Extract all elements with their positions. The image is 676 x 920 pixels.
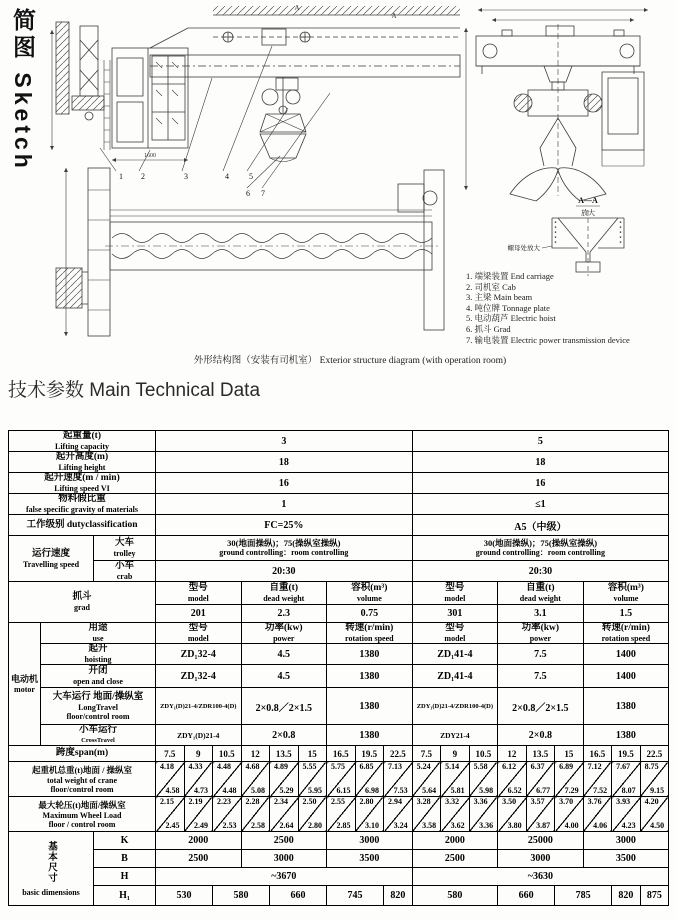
label-max-wheel-load: 最大轮压(t)地面/操纵室 Maximum Wheel Load floor / control room: [9, 797, 156, 832]
span-cell: 22.5: [640, 746, 669, 762]
legend-item: 7. 输电装置 Electric power transmission device: [466, 334, 630, 345]
span-cell: 13.5: [270, 746, 299, 762]
weight-cell: 5.58 5.98: [469, 762, 498, 797]
label-open-close: 开闭 open and close: [41, 665, 156, 688]
span-cell: 16.5: [327, 746, 356, 762]
span-cell: 15: [555, 746, 584, 762]
label-lifting-capacity: 起重量(t) Lifting capacity: [9, 431, 156, 452]
dim-cell: 3500: [583, 850, 669, 868]
label-trolley: 大车 trolley: [94, 536, 156, 561]
label-grab: 抓斗 grad: [9, 582, 156, 623]
dim-cell: 785: [555, 886, 612, 906]
weight-cell: 8.75 9.15: [640, 762, 669, 797]
svg-text:4: 4: [225, 172, 229, 181]
value-height-l: 18: [156, 452, 413, 473]
sketch-section-title: 简图 Sketch: [10, 8, 36, 172]
span-cell: 10.5: [213, 746, 242, 762]
technical-data-table: [8, 430, 669, 906]
header-grab-volume-r: 容积(m³) volume: [583, 582, 669, 605]
value-motor: ZD₁32-4: [156, 644, 242, 665]
value-motor: 2×0.8: [241, 725, 327, 746]
value-duty-l: FC=25%: [156, 515, 413, 536]
dim-cell: 2000: [412, 832, 498, 850]
dim-cell: 530: [156, 886, 213, 906]
value-motor: 7.5: [498, 665, 584, 688]
header-grab-volume-l: 容积(m³) volume: [327, 582, 413, 605]
end-view: [464, 8, 648, 201]
value-motor: ZD₁41-4: [412, 665, 498, 688]
value-capacity-5t: 5: [412, 431, 669, 452]
value-gravity-r: ≤1: [412, 494, 669, 515]
label-dim-h: H: [94, 868, 156, 886]
elevation-view: [50, 4, 460, 162]
value-capacity-3t: 3: [156, 431, 413, 452]
svg-text:2: 2: [141, 172, 145, 181]
plan-view: [56, 168, 444, 336]
span-cell: 10.5: [469, 746, 498, 762]
value-motor: 1400: [583, 644, 669, 665]
value-travel-big-l: 30(地面操纵)；75(操纵室操纵) ground controlling：room controlling: [156, 536, 413, 561]
value-grab: 201: [156, 605, 242, 623]
value-motor: ZD₁41-4: [412, 644, 498, 665]
wheel-load-cell: 2.23 2.53: [213, 797, 242, 832]
label-lifting-height: 起升高度(m) Lifting height: [9, 452, 156, 473]
weight-cell: 4.68 5.08: [241, 762, 270, 797]
dim-cell: 745: [327, 886, 384, 906]
weight-cell: 7.67 8.07: [612, 762, 641, 797]
wheel-load-cell: 3.93 4.23: [612, 797, 641, 832]
dim-cell: 3500: [327, 850, 413, 868]
dim-cell: 820: [612, 886, 641, 906]
wheel-load-cell: 2.50 2.80: [298, 797, 327, 832]
span-cell: 9: [184, 746, 213, 762]
header-motor-power-l: 功率(kw) power: [241, 623, 327, 644]
svg-text:6: 6: [246, 189, 250, 198]
svg-text:A: A: [294, 4, 300, 12]
dim-cell: 660: [498, 886, 555, 906]
svg-text:A: A: [391, 12, 397, 20]
label-duty-classification: 工作级别 dutyclassification: [9, 515, 156, 536]
label-span: 跨度span(m): [9, 746, 156, 762]
wheel-load-cell: 2.28 2.58: [241, 797, 270, 832]
weight-cell: 6.37 6.77: [526, 762, 555, 797]
value-speed-l: 16: [156, 473, 413, 494]
value-motor: ZDY₁(D)21-4/ZDR100-4(D): [412, 688, 498, 725]
weight-cell: 5.14 5.81: [441, 762, 470, 797]
dim-cell: 580: [412, 886, 498, 906]
header-motor-model-l: 型号 model: [156, 623, 242, 644]
legend-item: 2. 司机室 Cab: [466, 281, 516, 292]
label-specific-gravity: 物料假比重 false specific gravity of materials: [9, 494, 156, 515]
svg-text:3: 3: [184, 172, 188, 181]
legend-item: 6. 抓斗 Grad: [466, 323, 511, 334]
svg-text:1600: 1600: [144, 153, 156, 159]
value-travel-small-r: 20:30: [412, 561, 669, 582]
dim-cell: 875: [640, 886, 669, 906]
wheel-load-cell: 2.94 3.24: [384, 797, 413, 832]
header-grab-model-r: 型号 model: [412, 582, 498, 605]
header-use: 用途 use: [41, 623, 156, 644]
value-grab: 1.5: [583, 605, 669, 623]
legend-item: 5. 电动葫芦 Electric hoist: [466, 313, 556, 324]
header-grab-deadweight-r: 自重(t) dead weight: [498, 582, 584, 605]
dim-cell: 820: [384, 886, 413, 906]
weight-cell: 5.75 6.15: [327, 762, 356, 797]
value-motor: 1380: [583, 725, 669, 746]
label-lifting-speed: 起升速度(m / min) Lifting speed VI: [9, 473, 156, 494]
dim-cell: 2500: [412, 850, 498, 868]
span-cell: 15: [298, 746, 327, 762]
header-motor-model-r: 型号 model: [412, 623, 498, 644]
svg-text:螺母处放大: 螺母处放大: [507, 245, 540, 252]
wheel-load-cell: 2.19 2.49: [184, 797, 213, 832]
dim-cell: 2500: [156, 850, 242, 868]
value-motor: 1380: [327, 644, 413, 665]
dim-cell: 580: [213, 886, 270, 906]
wheel-load-cell: 2.15 2.45: [156, 797, 185, 832]
value-motor: ZD₁32-4: [156, 665, 242, 688]
header-motor-speed-l: 转速(r/min) rotation speed: [327, 623, 413, 644]
weight-cell: 4.18 4.58: [156, 762, 185, 797]
weight-cell: 4.48 4.48: [213, 762, 242, 797]
value-grab: 2.3: [241, 605, 327, 623]
value-gravity-l: 1: [156, 494, 413, 515]
value-grab: 301: [412, 605, 498, 623]
span-cell: 7.5: [412, 746, 441, 762]
legend-item: 1. 端梁装置 End carriage: [466, 271, 554, 281]
weight-cell: 5.24 5.64: [412, 762, 441, 797]
value-motor: 7.5: [498, 644, 584, 665]
value-speed-r: 16: [412, 473, 669, 494]
span-cell: 7.5: [156, 746, 185, 762]
svg-text:1: 1: [119, 172, 123, 181]
dim-cell: 2000: [156, 832, 242, 850]
dim-cell: 25000: [498, 832, 584, 850]
value-motor: 2×0.8／2×1.5: [498, 688, 584, 725]
value-duty-r: A5（中级）: [412, 515, 669, 536]
span-cell: 9: [441, 746, 470, 762]
weight-cell: 6.89 7.29: [555, 762, 584, 797]
wheel-load-cell: 3.57 3.87: [526, 797, 555, 832]
value-travel-small-l: 20:30: [156, 561, 413, 582]
aa-detail: [508, 196, 625, 276]
sketch-caption: 外形结构图（安装有司机室） Exterior structure diagram (with operation room): [193, 356, 507, 366]
label-travelling-speed: 运行速度 Travelling speed: [9, 536, 94, 582]
svg-text:放大: 放大: [581, 209, 595, 217]
wheel-load-cell: 2.80 3.10: [355, 797, 384, 832]
span-cell: 19.5: [612, 746, 641, 762]
span-cell: 19.5: [355, 746, 384, 762]
value-motor: 1380: [327, 688, 413, 725]
dim-cell: 3000: [583, 832, 669, 850]
value-grab: 3.1: [498, 605, 584, 623]
wheel-load-cell: 3.70 4.00: [555, 797, 584, 832]
label-basic-dimensions: 基本尺寸 basic dimensions: [9, 832, 94, 906]
weight-cell: 5.55 5.95: [298, 762, 327, 797]
value-height-r: 18: [412, 452, 669, 473]
legend-item: 3. 主梁 Main beam: [466, 292, 533, 303]
dim-cell: ~3630: [412, 868, 669, 886]
value-motor: 1380: [327, 725, 413, 746]
label-dim-k: K: [94, 832, 156, 850]
wheel-load-cell: 2.34 2.64: [270, 797, 299, 832]
value-motor: 1400: [583, 665, 669, 688]
legend-item: 4. 吨位牌 Tonnage plate: [466, 302, 550, 313]
header-grab-deadweight-l: 自重(t) dead weight: [241, 582, 327, 605]
value-travel-big-r: 30(地面操纵)；75(操纵室操纵) ground controlling：room controlling: [412, 536, 669, 561]
weight-cell: 4.89 5.29: [270, 762, 299, 797]
span-cell: 13.5: [526, 746, 555, 762]
label-total-weight: 起重机总重(t)地面 / 操纵室 total weight of crane floor/control room: [9, 762, 156, 797]
value-motor: 1380: [327, 665, 413, 688]
label-cross-travel: 小车运行 CrossTravel: [41, 725, 156, 746]
header-motor-power-r: 功率(kw) power: [498, 623, 584, 644]
weight-cell: 7.12 7.52: [583, 762, 612, 797]
label-motor: 电动机 motor: [9, 623, 41, 746]
value-motor: 4.5: [241, 644, 327, 665]
value-motor: ZDY21-4: [412, 725, 498, 746]
weight-cell: 6.12 6.52: [498, 762, 527, 797]
weight-cell: 7.13 7.53: [384, 762, 413, 797]
header-motor-speed-r: 转速(r/min) rotation speed: [583, 623, 669, 644]
parts-legend: [466, 271, 674, 345]
value-motor: 2×0.8: [498, 725, 584, 746]
span-cell: 16.5: [583, 746, 612, 762]
part-callouts: [100, 46, 330, 198]
header-grab-model-l: 型号 model: [156, 582, 242, 605]
wheel-load-cell: 3.28 3.58: [412, 797, 441, 832]
value-grab: 0.75: [327, 605, 413, 623]
section-title: 技术参数 Main Technical Data: [8, 380, 261, 401]
wheel-load-cell: 4.20 4.50: [640, 797, 669, 832]
dim-cell: 3000: [241, 850, 327, 868]
svg-text:5: 5: [249, 172, 253, 181]
label-long-travel: 大车运行 地面/操纵室 LongTravel floor/control room: [41, 688, 156, 725]
svg-text:7: 7: [261, 189, 265, 198]
wheel-load-cell: 3.36 3.36: [469, 797, 498, 832]
span-cell: 12: [241, 746, 270, 762]
value-motor: 1380: [583, 688, 669, 725]
wheel-load-cell: 2.55 2.85: [327, 797, 356, 832]
weight-cell: 4.33 4.73: [184, 762, 213, 797]
dim-cell: 660: [270, 886, 327, 906]
weight-cell: 6.85 6.98: [355, 762, 384, 797]
wheel-load-cell: 3.76 4.06: [583, 797, 612, 832]
label-crab: 小车 crab: [94, 561, 156, 582]
value-motor: ZDY₁(D)21-4/ZDR100-4(D): [156, 688, 242, 725]
span-cell: 22.5: [384, 746, 413, 762]
value-motor: 2×0.8／2×1.5: [241, 688, 327, 725]
span-cell: 12: [498, 746, 527, 762]
svg-text:A—A: A—A: [578, 196, 598, 205]
label-dim-h1: H₁: [94, 886, 156, 906]
wheel-load-cell: 3.32 3.62: [441, 797, 470, 832]
label-hoisting: 起升 hoisting: [41, 644, 156, 665]
dim-cell: 2500: [241, 832, 327, 850]
label-dim-b: B: [94, 850, 156, 868]
dim-cell: 3000: [498, 850, 584, 868]
dim-cell: ~3670: [156, 868, 413, 886]
wheel-load-cell: 3.50 3.80: [498, 797, 527, 832]
value-motor: 4.5: [241, 665, 327, 688]
dim-cell: 3000: [327, 832, 413, 850]
value-motor: ZDY₁(D)21-4: [156, 725, 242, 746]
